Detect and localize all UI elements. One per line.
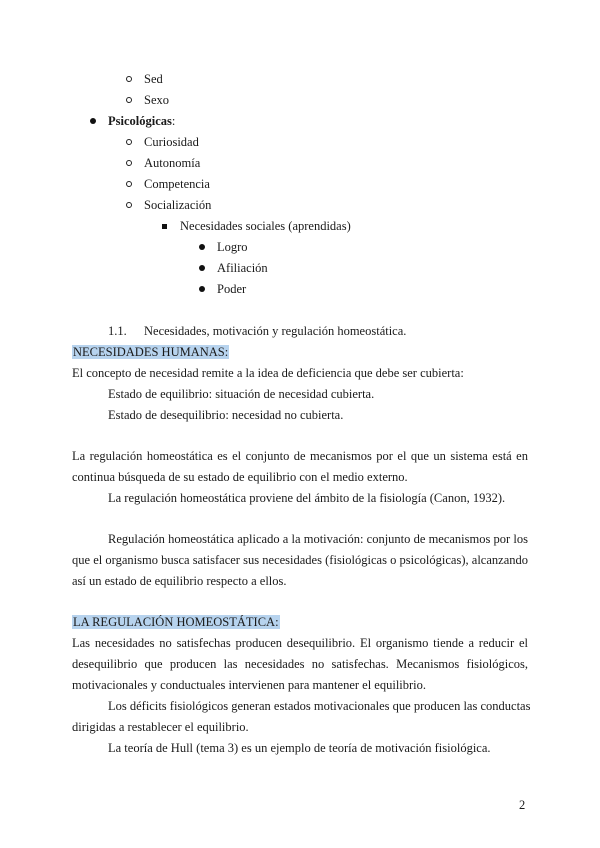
list-item-sed: Sed — [144, 72, 163, 86]
heading-necesidades-humanas — [72, 344, 229, 360]
paragraph-line: que el organismo busca satisfacer sus necesidades (fisiológicas o psicológicas), alcanzando — [72, 553, 528, 567]
list-item-sexo: Sexo — [144, 93, 169, 107]
paragraph-line: La regulación homeostática proviene del ámbito de la fisiología (Canon, 1932). — [108, 491, 506, 505]
page-number: 2 — [519, 798, 526, 812]
paragraph-line: Regulación homeostática aplicado a la motivación: conjunto de mecanismos por los — [108, 532, 528, 546]
disc-bullet-icon — [199, 286, 205, 292]
disc-bullet-icon — [90, 118, 96, 124]
section-title: Necesidades, motivación y regulación homeostática. — [144, 324, 407, 338]
paragraph-line: La teoría de Hull (tema 3) es un ejemplo de teoría de motivación fisiológica. — [108, 741, 491, 755]
hollow-bullet-icon — [126, 160, 132, 166]
list-item-competencia: Competencia — [144, 177, 210, 191]
list-item-poder: Poder — [217, 282, 247, 296]
paragraph-line: así un estado de equilibrio respecto a ellos. — [72, 574, 287, 588]
highlight: NECESIDADES HUMANAS: — [73, 345, 229, 359]
hollow-bullet-icon — [126, 97, 132, 103]
hollow-bullet-icon — [126, 139, 132, 145]
hollow-bullet-icon — [126, 76, 132, 82]
list-item-psicologicas — [108, 113, 175, 129]
disc-bullet-icon — [199, 244, 205, 250]
paragraph-line: Los déficits fisiológicos generan estados motivacionales que producen las conductas — [108, 699, 531, 713]
list-item-socializacion: Socialización — [144, 198, 212, 212]
list-item-necesidades-sociales: Necesidades sociales (aprendidas) — [180, 219, 351, 233]
list-item-curiosidad: Curiosidad — [144, 135, 199, 149]
heading-la-regulacion-homeostatica — [72, 614, 280, 630]
paragraph-line: Las necesidades no satisfechas producen desequilibrio. El organismo tiende a reducir el — [72, 636, 528, 650]
hollow-bullet-icon — [126, 181, 132, 187]
list-item-autonomia: Autonomía — [144, 156, 201, 170]
psicologicas-colon: : — [171, 114, 176, 128]
paragraph-line: desequilibrio que producen las necesidades no satisfechas. Mecanismos fisiológicos, — [72, 657, 528, 671]
highlight: LA REGULACIÓN HOMEOSTÁTICA: — [73, 615, 279, 629]
paragraph-line: dirigidas a restablecer el equilibrio. — [72, 720, 249, 734]
square-bullet-icon — [162, 224, 167, 229]
paragraph-line: Estado de desequilibrio: necesidad no cubierta. — [108, 408, 344, 422]
hollow-bullet-icon — [126, 202, 132, 208]
list-item-afiliacion: Afiliación — [217, 261, 268, 275]
paragraph-line: continua búsqueda de su estado de equilibrio con el medio externo. — [72, 470, 408, 484]
list-item-logro: Logro — [217, 240, 248, 254]
paragraph-line: La regulación homeostática es el conjunto de mecanismos por el que un sistema está en — [72, 449, 528, 463]
paragraph-line: Estado de equilibrio: situación de necesidad cubierta. — [108, 387, 375, 401]
section-number: 1.1. — [108, 324, 127, 338]
psicologicas-label: Psicológicas — [108, 114, 172, 128]
disc-bullet-icon — [199, 265, 205, 271]
paragraph-line: motivacionales y conductuales intervienen para mantener el equilibrio. — [72, 678, 427, 692]
paragraph-line: El concepto de necesidad remite a la idea de deficiencia que debe ser cubierta: — [72, 366, 464, 380]
